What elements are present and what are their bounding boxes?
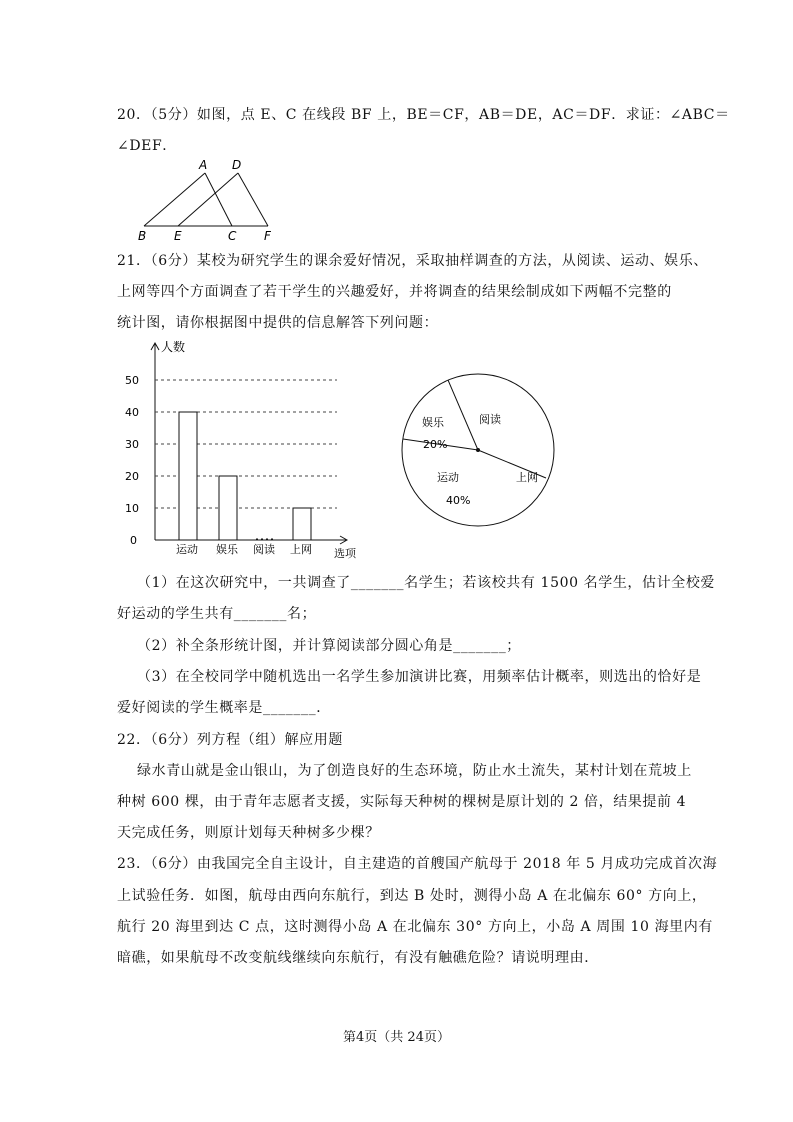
point-label-b: B xyxy=(138,229,147,243)
q20-line1: 20．（5分）如图，点 E、C 在线段 BF 上，BE＝CF，AB＝DE，AC＝DF．求证：∠ABC＝ xyxy=(117,107,730,123)
bar-1 xyxy=(179,412,197,540)
q21-line1: 21．（6分）某校为研究学生的课余爱好情况，采取抽样调查的方法，从阅读、运动、娱乐、 xyxy=(117,253,708,269)
q23-line4: 暗礁，如果航母不改变航线继续向东航行，有没有触礁危险？请说明理由． xyxy=(117,950,599,966)
triangle-figure xyxy=(136,156,281,244)
pie-slice-label-internet: 上网 xyxy=(516,471,538,484)
q21-sub1-line1: （1）在这次研究中，一共调查了_______名学生；若该校共有 1500 名学生，估计全校爱 xyxy=(137,575,716,591)
point-label-e: E xyxy=(174,229,182,243)
q23-line1: 23．（6分）由我国完全自主设计，自主建造的首艘国产航母于 2018 年 5 月成功完成首次海 xyxy=(117,856,718,872)
y-axis-label: 人数 xyxy=(161,340,186,354)
category-label: 阅读 xyxy=(253,543,275,556)
q22-line2: 绿水青山就是金山银山，为了创造良好的生态环境，防止水土流失，某村计划在荒坡上 xyxy=(137,763,692,779)
q21-sub3-line1: （3）在全校同学中随机选出一名学生参加演讲比赛，用频率估计概率，则选出的恰好是 xyxy=(137,669,702,685)
point-label-d: D xyxy=(232,158,242,172)
pie-chart xyxy=(395,365,565,535)
y-tick-label: 20 xyxy=(125,470,139,483)
category-label: 娱乐 xyxy=(216,543,238,556)
pie-divider-1 xyxy=(448,380,478,450)
bar-4 xyxy=(293,508,311,540)
page-footer: 第4页（共 24页） xyxy=(343,1030,450,1045)
q21-line3: 统计图，请你根据图中提供的信息解答下列问题： xyxy=(117,315,439,331)
pie-slice-percent-entertainment: 20% xyxy=(423,438,448,451)
q22-line3: 种树 600 棵，由于青年志愿者支援，实际每天种树的棵树是原计划的 2 倍，结果提前 4 xyxy=(117,794,687,810)
category-label: 运动 xyxy=(176,543,198,556)
point-label-c: C xyxy=(228,229,237,243)
pie-slice-label-reading: 阅读 xyxy=(479,413,501,426)
y-tick-label: 50 xyxy=(125,374,139,387)
q20-line2: ∠DEF． xyxy=(117,138,177,154)
segment-ac xyxy=(205,173,232,226)
q21-sub1-line2: 好运动的学生共有_______名； xyxy=(117,606,317,622)
segment-ab xyxy=(144,173,205,226)
point-label-a: A xyxy=(199,158,208,172)
q22-line1: 22．（6分）列方程（组）解应用题 xyxy=(117,732,343,748)
point-label-f: F xyxy=(264,229,271,243)
q23-line2: 上试验任务．如图，航母由西向东航行，到达 B 处时，测得小岛 A 在北偏东 60° 方向上， xyxy=(117,888,707,904)
segment-de xyxy=(178,173,238,226)
q23-line3: 航行 20 海里到达 C 点，这时测得小岛 A 在北偏东 30° 方向上，小岛 A 周围 10 海里内有 xyxy=(117,919,713,935)
q21-line2: 上网等四个方面调查了若干学生的兴趣爱好，并将调查的结果绘制成如下两幅不完整的 xyxy=(117,284,672,300)
segment-df xyxy=(238,173,268,226)
pie-slice-label-entertainment: 娱乐 xyxy=(422,416,444,429)
bar-chart xyxy=(125,335,365,565)
q21-sub2: （2）补全条形统计图，并计算阅读部分圆心角是_______； xyxy=(137,638,521,654)
bar-2 xyxy=(219,476,237,540)
x-axis-label: 选项 xyxy=(334,547,356,560)
pie-slice-label-sports: 运动 xyxy=(437,471,459,484)
pie-center xyxy=(476,448,480,452)
y-tick-label: 10 xyxy=(125,502,139,515)
category-label: 上网 xyxy=(290,543,312,556)
q21-sub3-line2: 爱好阅读的学生概率是_______． xyxy=(117,700,331,716)
y-tick-label: 0 xyxy=(130,534,137,547)
pie-slice-percent-sports: 40% xyxy=(446,494,471,507)
y-tick-label: 40 xyxy=(125,406,139,419)
q22-line4: 天完成任务，则原计划每天种树多少棵？ xyxy=(117,825,380,841)
y-tick-label: 30 xyxy=(125,438,139,451)
